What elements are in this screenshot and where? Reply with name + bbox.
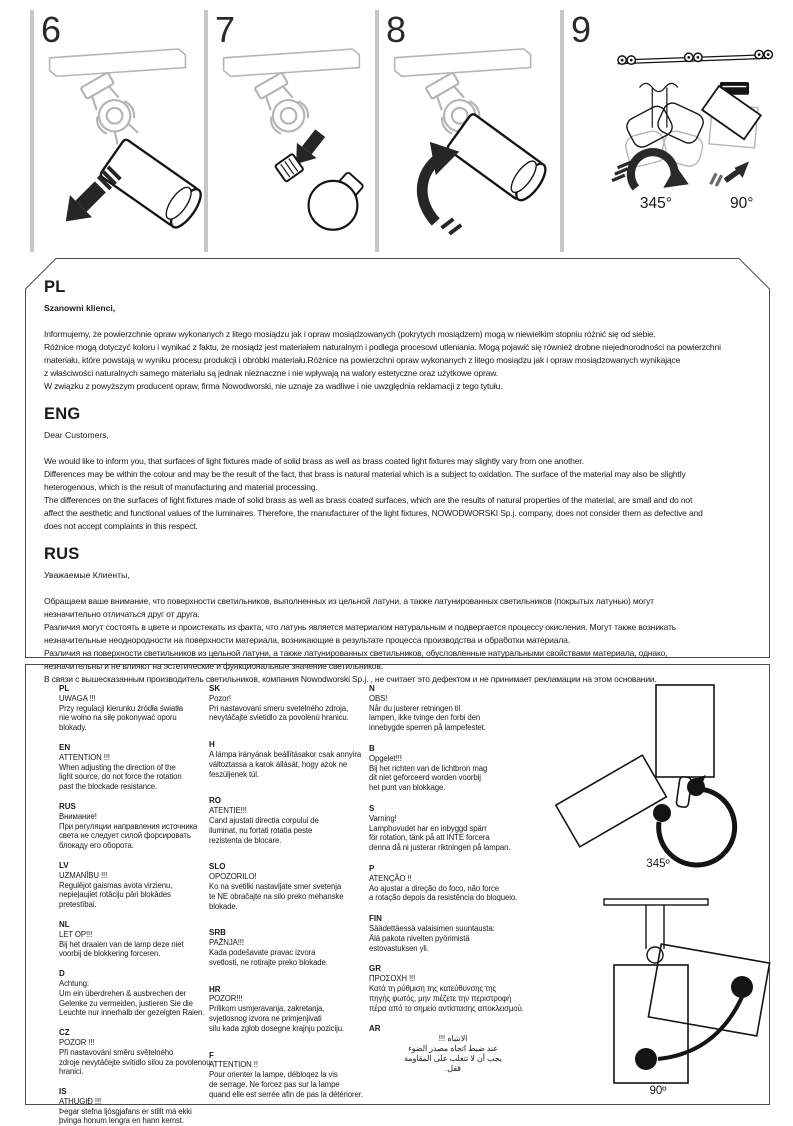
- notice-lang-code: PL: [44, 278, 66, 296]
- warning-text-line: UZMANĪBU !!!: [59, 870, 108, 880]
- warning-entry-en: [59, 743, 209, 792]
- tilt-diagram-label: 90º: [649, 1085, 667, 1097]
- pivot-dot: [635, 1048, 657, 1070]
- assembly-steps: [30, 10, 788, 252]
- notice-text-line: heterogenous, which is the result of manufacturing and material processing.: [44, 482, 318, 492]
- warning-text-line: ATTENTION !!!: [59, 752, 110, 762]
- warning-text-line: UWAGA !!!: [59, 693, 96, 703]
- warning-text-line: Pozor!: [209, 693, 231, 703]
- warning-text-line: nepieļaujiet rotāciju pāri blokādes: [59, 890, 171, 900]
- step-number: 7: [215, 9, 236, 50]
- warning-text-line: zdroje nevytáčejte svítidlo silou za povolenou: [59, 1057, 211, 1067]
- step-panel-6: [30, 10, 204, 252]
- warning-text-line: ATHUGIÐ !!!: [59, 1096, 102, 1106]
- step-number: 9: [571, 9, 592, 50]
- warning-entry-lv: [59, 861, 209, 910]
- warning-text-line: قفل.: [445, 1063, 461, 1073]
- warning-text-line: πέρα από το σημείο αντίστασης αποκλεισμού.: [369, 1003, 524, 1013]
- warning-text-line: estovastuksen yli.: [369, 943, 429, 953]
- notice-text-line: affect the aesthetic and functional values of the luminaires. Therefore, the manufacturer of the light fixtures, NOWODWORSKI Sp.j. company, does not consider them as defective and: [44, 508, 703, 518]
- swivel-angle-label: 345°: [639, 195, 672, 212]
- warning-column-3: [369, 684, 541, 1104]
- warning-text-line: Lamphuvudet har en inbyggd spärr: [369, 823, 487, 833]
- warning-text-line: silu kada zglob dosegne krajnju poziciju.: [209, 1023, 345, 1033]
- step-number: 6: [41, 9, 62, 50]
- warning-entry-srb: [209, 928, 369, 967]
- notice-greeting: Уважаемые Клиенты,: [44, 570, 130, 580]
- warning-text-line: de serrage. Ne forcez pas sur la lampe: [209, 1079, 340, 1089]
- warning-text-line: A lámpa irányának beállításakor csak annyira: [209, 749, 362, 759]
- warning-entry-cz: [59, 1028, 209, 1077]
- tilt-90-diagram: [546, 887, 770, 1102]
- tilt-diagram: [702, 82, 761, 148]
- warning-text-line: Prilikom usmjeravanja, zakretanja,: [209, 1004, 325, 1014]
- warning-text-line: Κατά τη ρύθμιση της κατεύθυνσης της: [369, 983, 497, 993]
- warning-entry-ar: [369, 1024, 541, 1073]
- warning-text-line: Bij het richten van de lichtbron mag: [369, 763, 488, 773]
- warning-text-line: past the blockade resistance.: [59, 782, 158, 792]
- warning-entry-fin: [369, 914, 541, 953]
- warning-text-line: Þegar stefna ljósgjafans er stillt má ekki: [59, 1106, 192, 1116]
- warning-text-line: ΠΡΟΣΟΧΗ !!!: [369, 974, 416, 984]
- material-notice-box: [25, 258, 770, 684]
- warning-text-line: ATENTIE!!!: [209, 806, 247, 816]
- warning-text-line: POZOR !!!: [59, 1037, 95, 1047]
- warning-text-line: Säädettäessä valaisimen suuntausta:: [369, 923, 495, 933]
- warning-entry-s: [369, 804, 541, 853]
- notice-text-line: materiału, które powstają w wyniku procesu produkcji i obróbki materiału.Różnice na powierzchni opraw wykonanych z litego mosiądzu jak i opraw mosiądzowanych wynikające: [44, 355, 681, 365]
- warning-text-line: يجب أن لا تتغلب على المقاومة: [404, 1053, 502, 1063]
- notice-text-line: We would like to inform you, that surfaces of light fixtures made of solid brass as well as brass coated light fixtures may slightly vary from one another.: [44, 456, 584, 466]
- notice-lang-code: ENG: [44, 405, 81, 423]
- warning-text-line: het punt van blokkage.: [369, 783, 446, 793]
- warning-text-line: света не следует силой форсировать: [59, 831, 191, 841]
- warning-text-line: hranici.: [59, 1067, 84, 1077]
- warning-text-line: nevytáčajte svietidlo za povolenú hranicu.: [209, 713, 349, 723]
- notice-greeting: Dear Customers,: [44, 430, 109, 440]
- notice-text-line: Обращаем ваше внимание, что поверхности светильников, выполненных из цельной латуни, а также латунированных светильников (покрытых латунью) могут: [44, 596, 654, 606]
- step-8-illustration: [379, 16, 560, 252]
- warning-lang-code: P: [369, 863, 375, 873]
- notice-text-line: незначительно отличаться друг от друга.: [44, 609, 200, 619]
- warning-text-line: الانتباه !!!: [438, 1034, 468, 1044]
- warning-lang-code: EN: [59, 742, 71, 752]
- warning-text-line: svetlosti, ne rotirajte preko blokade.: [209, 957, 328, 967]
- warning-column-2: [209, 684, 369, 1104]
- notice-text-line: В связи с вышесказанным производитель светильников, компания Nowodworski Sp.j. , не считает это дефектом и не принимает рекламации на этом основании.: [44, 674, 657, 684]
- warning-lang-code: B: [369, 743, 375, 753]
- warning-lang-code: CZ: [59, 1028, 70, 1038]
- warning-column-1: [59, 684, 211, 1126]
- notice-text-line: The differences on the surfaces of light fixtures made of solid brass as well as brass coated surfaces, which are the results of natural properties of the material, are small and do not: [44, 495, 693, 505]
- warning-text-line: Kada podešavate pravac izvora: [209, 947, 316, 957]
- warning-text-line: rezistenta de blocare.: [209, 835, 282, 845]
- warning-entry-rus: [59, 802, 209, 851]
- warning-text-line: Leuchte nur innerhalb der gezeigten Raien.: [59, 1008, 205, 1018]
- warning-text-line: a rotação depois da resistência do bloqueio.: [369, 893, 518, 903]
- warning-entry-b: [369, 744, 541, 793]
- warning-text-line: POZOR!!!: [209, 994, 243, 1004]
- pivot-dot: [731, 976, 753, 998]
- warning-lang-code: SK: [209, 684, 221, 693]
- lamp-cylinder: [99, 138, 206, 231]
- warning-entry-f: [209, 1051, 369, 1100]
- warning-text-line: When adjusting the direction of the: [59, 762, 176, 772]
- warning-text-line: PAŽNJA!!!: [209, 938, 244, 948]
- notice-text-line: незначительные неоднородности на поверхности материала, возникающие в результате процесса производства и обработки материала.: [44, 635, 570, 645]
- warning-text-line: quand elle est serrée afin de pas la détériorer.: [209, 1089, 363, 1099]
- notice-text-line: z właściwości naturalnych samego materiału są jednak nieznaczne i nie wpływają na walory estetyczne oraz użytkowe opraw.: [44, 368, 498, 378]
- warning-entry-ro: [209, 796, 369, 845]
- warning-lang-code: NL: [59, 919, 70, 929]
- step-panel-8: [375, 10, 560, 252]
- tilt-arrow-icon: [711, 161, 749, 186]
- step-panel-7: [204, 10, 375, 252]
- warning-entry-d: [59, 969, 209, 1018]
- warning-text-line: OPOZORILO!: [209, 872, 257, 882]
- warning-text-line: блокаду его оборота.: [59, 841, 134, 851]
- warning-lang-code: SLO: [209, 862, 226, 872]
- warning-text-line: feszüljenek túl.: [209, 769, 259, 779]
- warning-text-line: dit niet geforceerd worden voorbij: [369, 773, 481, 783]
- warning-lang-code: H: [209, 740, 215, 750]
- warning-text-line: Opgelet!!!: [369, 753, 402, 763]
- pivot-dot: [687, 778, 705, 796]
- warning-text-line: Achtung:: [59, 978, 89, 988]
- warning-text-line: Pri nastavovaní smeru svetelného zdroja,: [209, 703, 349, 713]
- warning-lang-code: RO: [209, 796, 221, 806]
- rotation-diagrams: [546, 665, 770, 1104]
- notice-lang-code: RUS: [44, 545, 80, 563]
- warning-text-line: ATENÇÃO !!: [369, 873, 412, 883]
- warning-entry-is: [59, 1087, 209, 1126]
- warning-lang-code: AR: [369, 1024, 381, 1034]
- step-7-illustration: [208, 16, 375, 252]
- swivel-diagram-label: 345º: [646, 858, 670, 870]
- warning-text-line: nie wolno na siłę pokonywać oporu: [59, 713, 177, 723]
- swivel-345-diagram: [546, 675, 770, 875]
- warning-lang-code: N: [369, 684, 375, 693]
- warning-text-line: OBS!: [369, 693, 388, 703]
- warning-lang-code: FIN: [369, 914, 382, 924]
- warning-text-line: blokade.: [209, 901, 238, 911]
- warning-text-line: Bij het draaien van de lamp deze niet: [59, 939, 184, 949]
- notice-sections: [44, 266, 766, 684]
- lamp-cylinder: [446, 113, 550, 206]
- notice-greeting: Szanowni klienci,: [44, 303, 116, 313]
- warning-lang-code: LV: [59, 860, 69, 870]
- warning-entry-h: [209, 740, 369, 779]
- warning-text-line: Внимание!: [59, 811, 97, 821]
- warning-text-line: svjetlosnog izvora ne primjenjivati: [209, 1013, 322, 1023]
- warning-text-line: för rotation, tänk på att INTE forcera: [369, 833, 490, 843]
- warning-text-line: Ao ajustar a direção do foco, não force: [369, 883, 500, 893]
- warning-text-line: Varning!: [369, 813, 397, 823]
- warning-text-line: változtassa a karok állását, hogy azok ne: [209, 759, 348, 769]
- notice-section-eng: [44, 405, 766, 533]
- warning-text-line: te NE obračajte na silo preko mehanske: [209, 891, 344, 901]
- warning-text-line: Ko na svetilki nastavljate smer svetenja: [209, 881, 342, 891]
- warning-entry-nl: [59, 920, 209, 959]
- warning-lang-code: D: [59, 969, 65, 979]
- warning-text-line: lampen, ikke tvinge den forbi den: [369, 713, 481, 723]
- tilt-angle-label: 90°: [730, 195, 754, 212]
- warning-text-line: Cand ajustati directia corpului de: [209, 815, 319, 825]
- fixture-bracket: [252, 71, 313, 139]
- step-6-illustration: [34, 16, 204, 252]
- warning-text-line: þvinga honum lengra en hann kemst.: [59, 1116, 184, 1126]
- warning-lang-code: HR: [209, 984, 221, 994]
- warning-text-line: πηγής φωτός, μην πιέζετε την περιστροφή: [369, 993, 512, 1003]
- track-rail: [618, 50, 773, 64]
- warning-lang-code: GR: [369, 964, 381, 974]
- pivot-dot: [653, 804, 671, 822]
- step-panel-9: [560, 10, 788, 252]
- warning-text-line: innebygde sperren på lampefestet.: [369, 723, 486, 733]
- warning-text-line: Älä pakota nivelten pyörimistä: [369, 933, 470, 943]
- warning-lang-code: S: [369, 803, 375, 813]
- notice-text-line: Różnice mogą dotyczyć koloru i wynikać z faktu, że mosiądz jest materiałem naturalnym i podlega procesowi utleniania. Mogą pojawić się również drobne niejednorodności na powierzchni: [44, 342, 721, 352]
- warning-entry-sk: [209, 684, 369, 723]
- warning-entry-pl: [59, 684, 209, 733]
- warning-text-line: При регуляции направления источника: [59, 821, 198, 831]
- warning-entry-slo: [209, 862, 369, 911]
- notice-text-line: незначительны и не влияют на эстетические и функциональные значение светильников.: [44, 661, 383, 671]
- warning-lang-code: SRB: [209, 928, 226, 938]
- warning-text-line: Regulējot gaismas avota virzienu,: [59, 880, 173, 890]
- light-bulb: [309, 172, 364, 230]
- warning-text-line: Przy regulacji kierunku źródła światła: [59, 703, 184, 713]
- warnings-box: [25, 664, 770, 1126]
- warning-text-line: Gelenke zu vermeiden, justieren Sie die: [59, 998, 193, 1008]
- notice-text-line: Informujemy, że powierzchnie opraw wykonanych z litego mosiądzu jak i opraw mosiądzowanych (pokrytych mosiądzem) mogą w niewielkim stopniu różnić się od siebie.: [44, 329, 656, 339]
- warning-lang-code: F: [209, 1050, 214, 1060]
- warning-text-line: denna då ni justerar riktningen på lampan.: [369, 843, 511, 853]
- warning-text-line: Pour orienter la lampe, débloqez la vis: [209, 1070, 338, 1080]
- warning-entry-n: [369, 684, 541, 733]
- notice-text-line: Различия могут состоять в цвете и проистекать из факта, что латунь является материалом натуральным и подвергается процессу окисления. Могут также возникать: [44, 622, 677, 632]
- warning-text-line: Um ein überdrehen & ausbrechen der: [59, 988, 187, 998]
- warning-text-line: LET OP!!!: [59, 929, 93, 939]
- fixture-bracket: [78, 71, 145, 148]
- warning-lang-code: IS: [59, 1087, 67, 1097]
- warning-entry-gr: [369, 964, 541, 1013]
- warning-entry-p: [369, 864, 541, 903]
- swivel-arrow-icon: [612, 152, 689, 188]
- warning-text-line: iluminat, nu fortati rotatia peste: [209, 825, 313, 835]
- notice-text-line: W związku z powyższym producent opraw, firma Nowodworski, nie uznaje za wadliwe i nie uwzględnia reklamacji z tego tytułu.: [44, 381, 503, 391]
- notice-section-pl: [44, 278, 766, 393]
- warning-text-line: voorbij de blokkering forceren.: [59, 949, 161, 959]
- warning-lang-code: PL: [59, 684, 70, 693]
- step-9-illustration: [564, 40, 788, 250]
- warning-text-line: blokady.: [59, 723, 87, 733]
- warning-text-line: عند ضبط اتجاه مصدر الضوء: [408, 1043, 498, 1053]
- notice-text-line: does not accept complaints in this respect.: [44, 521, 198, 531]
- warning-text-line: pretestībai.: [59, 900, 97, 910]
- notice-text-line: Различия на поверхности светильников из цельной латуни, а также латунированных светильников, обусловленные натуральными свойствами материала, однако,: [44, 648, 668, 658]
- warning-text-line: light source, do not force the rotation: [59, 772, 182, 782]
- warning-entry-hr: [209, 985, 369, 1034]
- warning-text-line: Når du justerer retningen til: [369, 703, 461, 713]
- warning-text-line: ATTENTION !!: [209, 1060, 258, 1070]
- step-number: 8: [386, 9, 407, 50]
- warning-text-line: Při nastavování směru světelného: [59, 1047, 174, 1057]
- warning-lang-code: RUS: [59, 801, 76, 811]
- notice-text-line: Differences may be within the colour and may be the result of the fact, that brass is natural material which is a subject to oxidation. The surface of the material may also be slightly: [44, 469, 686, 479]
